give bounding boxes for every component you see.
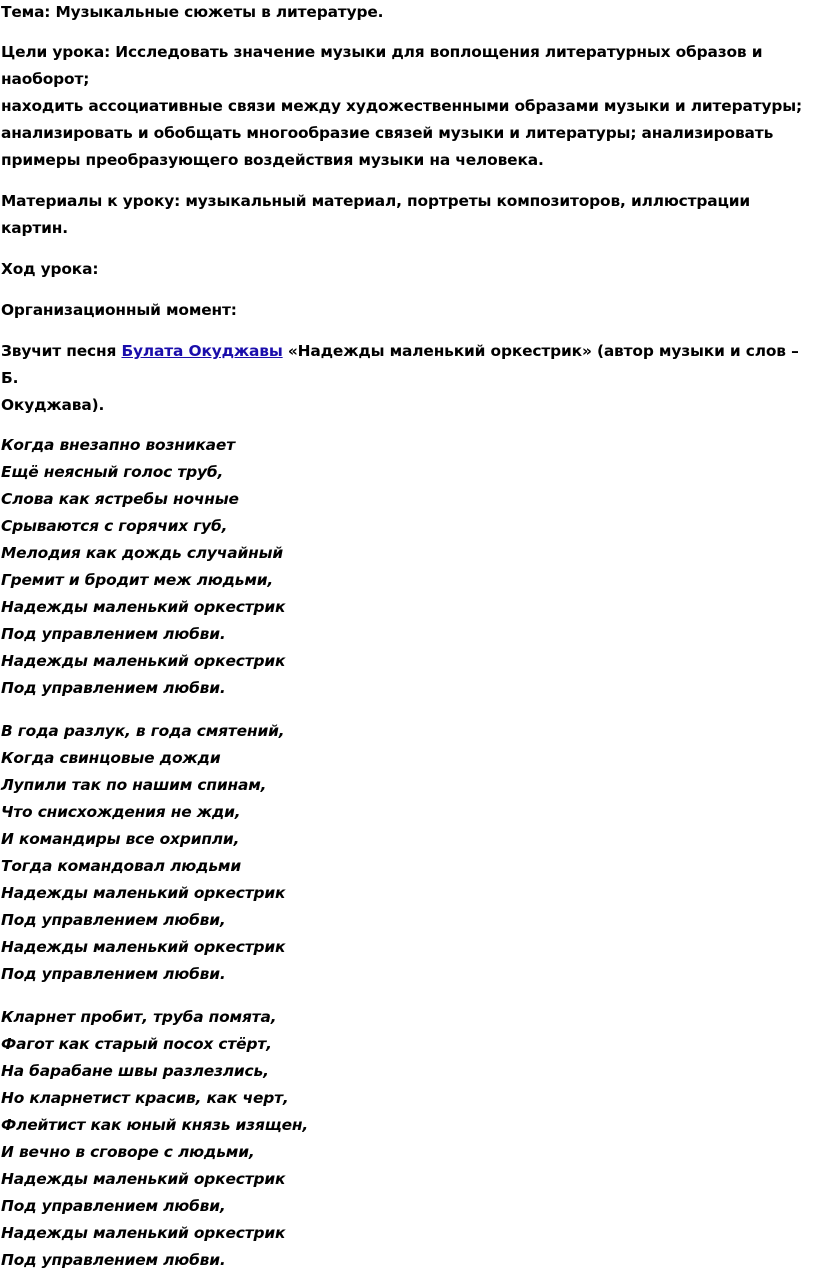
poem-line: Под управлением любви. <box>1 965 226 983</box>
poem-line: Надежды маленький оркестрик <box>1 652 286 670</box>
song-intro <box>1 338 811 419</box>
poem-line: Лупили так по нашим спинам, <box>1 776 267 794</box>
poem-line: Надежды маленький оркестрик <box>1 598 286 616</box>
spacer <box>1 242 811 256</box>
goals-line: находить ассоциативные связи между художественными образами музыки и литературы; <box>1 97 802 115</box>
poem-line: На барабане швы разлезлись, <box>1 1062 269 1080</box>
song-intro-suffix: «Надежды маленький оркестрик» (автор музыки и слов – Б. <box>1 342 799 387</box>
spacer <box>1 324 811 338</box>
poem-line: Надежды маленький оркестрик <box>1 1170 286 1188</box>
poem-line: Тогда командовал людьми <box>1 857 241 875</box>
poem-line: Кларнет пробит, труба помята, <box>1 1008 277 1026</box>
poem-line: В года разлук, в года смятений, <box>1 722 285 740</box>
poem-line: Под управлением любви. <box>1 1251 226 1269</box>
poem-stanza <box>1 1004 811 1274</box>
poem-line: Когда свинцовые дожди <box>1 749 221 767</box>
song-intro-line: Окуджава). <box>1 396 105 414</box>
poem-line: Флейтист как юный князь изящен, <box>1 1116 309 1134</box>
goals-line: Цели урока: Исследовать значение музыки для воплощения литературных образов и наоборот; <box>1 43 763 88</box>
lesson-flow-heading: Ход урока: <box>1 260 99 278</box>
spacer <box>1 988 811 1004</box>
poem-line: Под управлением любви. <box>1 679 226 697</box>
topic-heading: Тема: Музыкальные сюжеты в литературе. <box>1 3 384 21</box>
poem-line: Но кларнетист красив, как черт, <box>1 1089 289 1107</box>
materials-paragraph: Материалы к уроку: музыкальный материал, портреты композиторов, иллюстрации картин. <box>1 192 751 237</box>
poem-line: Надежды маленький оркестрик <box>1 938 286 956</box>
poem-line: Срываются с горячих губ, <box>1 517 228 535</box>
poem-line: Под управлением любви. <box>1 625 226 643</box>
poem-line: И вечно в сговоре с людьми, <box>1 1143 255 1161</box>
goals-line: анализировать и обобщать многообразие связей музыки и литературы; анализировать <box>1 124 774 142</box>
poem-line: И командиры все охрипли, <box>1 830 240 848</box>
poem-line: Когда внезапно возникает <box>1 436 235 454</box>
poem-line: Слова как ястребы ночные <box>1 490 239 508</box>
poem-line: Гремит и бродит меж людьми, <box>1 571 274 589</box>
poem-line: Фагот как старый посох стёрт, <box>1 1035 272 1053</box>
author-link[interactable]: Булата Окуджавы <box>121 342 283 360</box>
lesson-goals <box>1 39 811 174</box>
song-intro-prefix: Звучит песня <box>1 342 122 360</box>
spacer <box>1 419 811 432</box>
spacer <box>1 174 811 188</box>
poem-line: Что снисхождения не жди, <box>1 803 241 821</box>
org-moment-heading: Организационный момент: <box>1 301 237 319</box>
poem-line: Ещё неясный голос труб, <box>1 463 224 481</box>
poem-line: Под управлением любви, <box>1 1197 226 1215</box>
poem-stanza <box>1 718 811 988</box>
song-intro-line <box>1 338 811 392</box>
poem-line: Надежды маленький оркестрик <box>1 1224 286 1242</box>
spacer <box>1 26 811 39</box>
poem-line: Мелодия как дождь случайный <box>1 544 283 562</box>
poem-line: Надежды маленький оркестрик <box>1 884 286 902</box>
spacer <box>1 283 811 297</box>
spacer <box>1 702 811 718</box>
poem-stanza <box>1 432 811 702</box>
poem-line: Под управлением любви, <box>1 911 226 929</box>
goals-line: примеры преобразующего воздействия музыки на человека. <box>1 151 544 169</box>
